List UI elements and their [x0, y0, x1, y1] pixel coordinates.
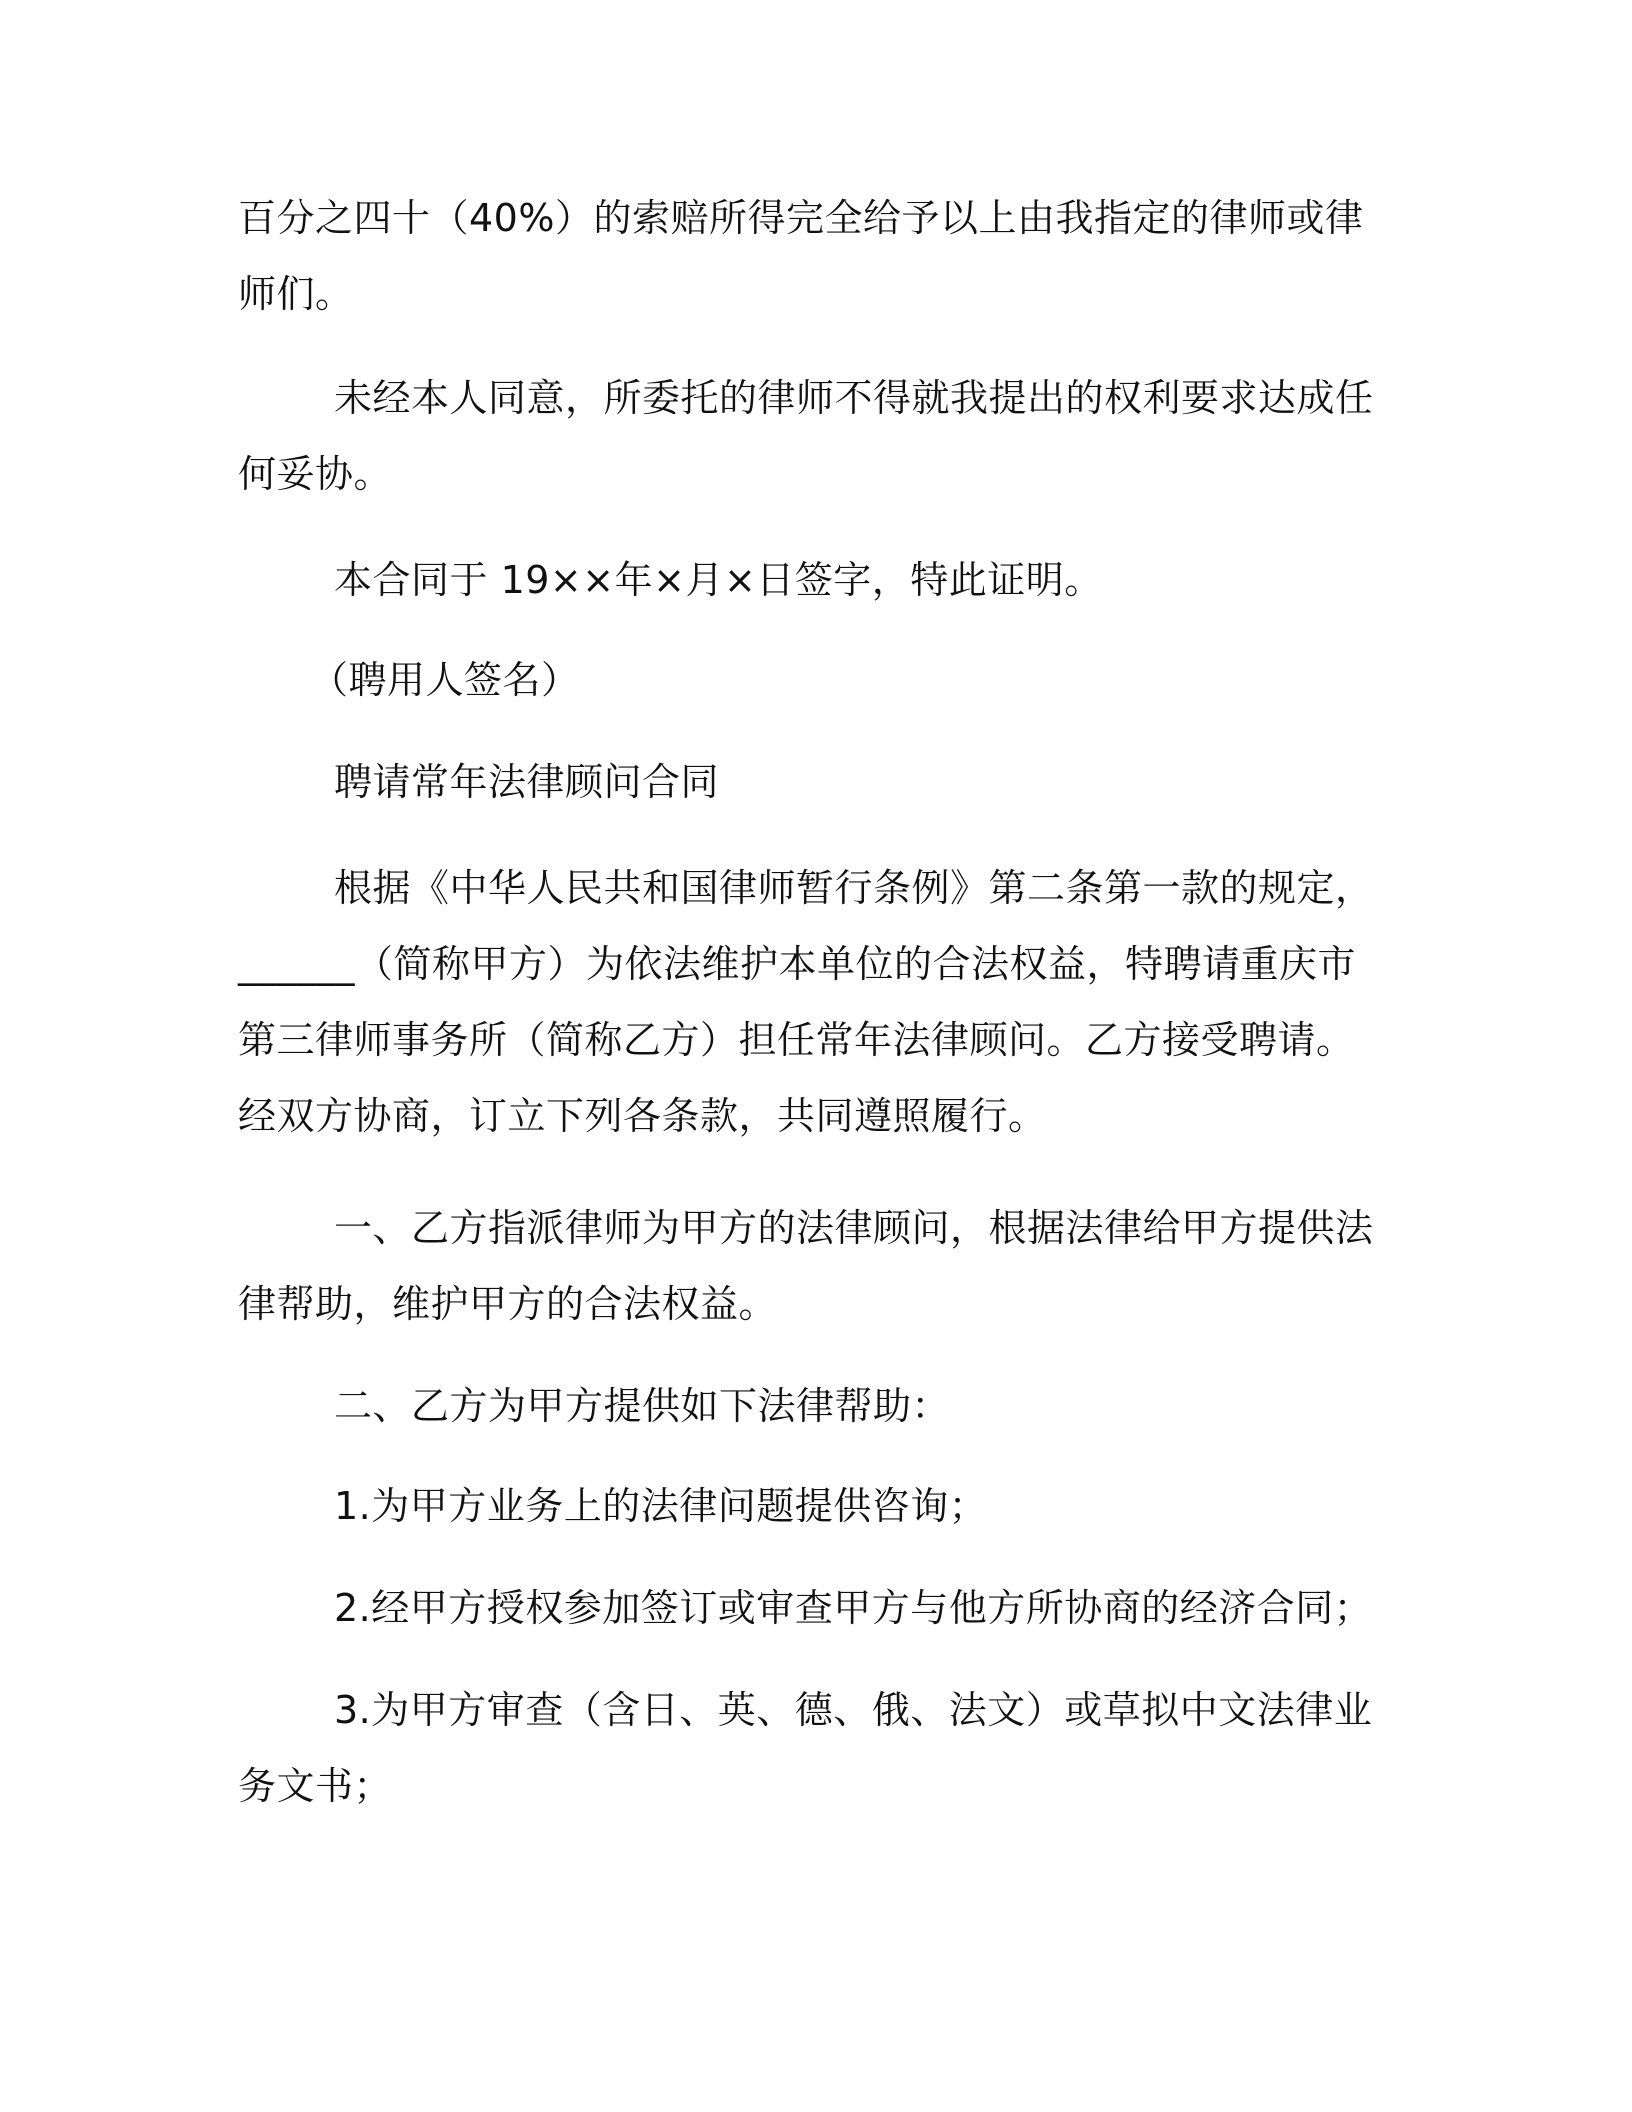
paragraph-text: 一、乙方指派律师为甲方的法律顾问，根据法律给甲方提供法律帮助，维护甲方的合法权益。 [238, 1206, 1374, 1326]
paragraph-text: 3.为甲方审查（含日、英、德、俄、法文）或草拟中文法律业务文书； [238, 1688, 1373, 1808]
paragraph-text: 根据《中华人民共和国律师暂行条例》第二条第一款的规定，______（简称甲方）为依法维护本单位的合法权益，特聘请重庆市第三律师事务所（简称乙方）担任常年法律顾问。乙方接受聘请。经双方协商，订立下列各条款，共同遵照履行。 [238, 866, 1374, 1138]
clause-two-item-1 [238, 1468, 1384, 1544]
paragraph-signature [238, 642, 1384, 718]
clause-two-item-2 [238, 1570, 1384, 1646]
contract-title [238, 744, 1384, 820]
clause-two-item-3 [238, 1672, 1384, 1824]
clause-one [238, 1190, 1384, 1342]
paragraph-text: 聘请常年法律顾问合同 [334, 760, 720, 804]
paragraph-text: 1.为甲方业务上的法律问题提供咨询； [334, 1484, 988, 1528]
paragraph-text: （聘用人签名） [310, 658, 580, 702]
paragraph-preamble [238, 850, 1384, 1154]
paragraph-text: 百分之四十（40%）的索赔所得完全给予以上由我指定的律师或律师们。 [238, 196, 1364, 316]
paragraph-text: 2.经甲方授权参加签订或审查甲方与他方所协商的经济合同； [334, 1586, 1373, 1630]
paragraph-text: 未经本人同意，所委托的律师不得就我提出的权利要求达成任何妥协。 [238, 376, 1374, 496]
paragraph-claim-share [238, 180, 1384, 332]
paragraph-signing-date [238, 542, 1384, 618]
clause-two [238, 1368, 1384, 1444]
paragraph-text: 本合同于 19××年×月×日签字，特此证明。 [334, 558, 1103, 602]
paragraph-text: 二、乙方为甲方提供如下法律帮助： [334, 1384, 951, 1428]
paragraph-no-compromise [238, 360, 1384, 512]
